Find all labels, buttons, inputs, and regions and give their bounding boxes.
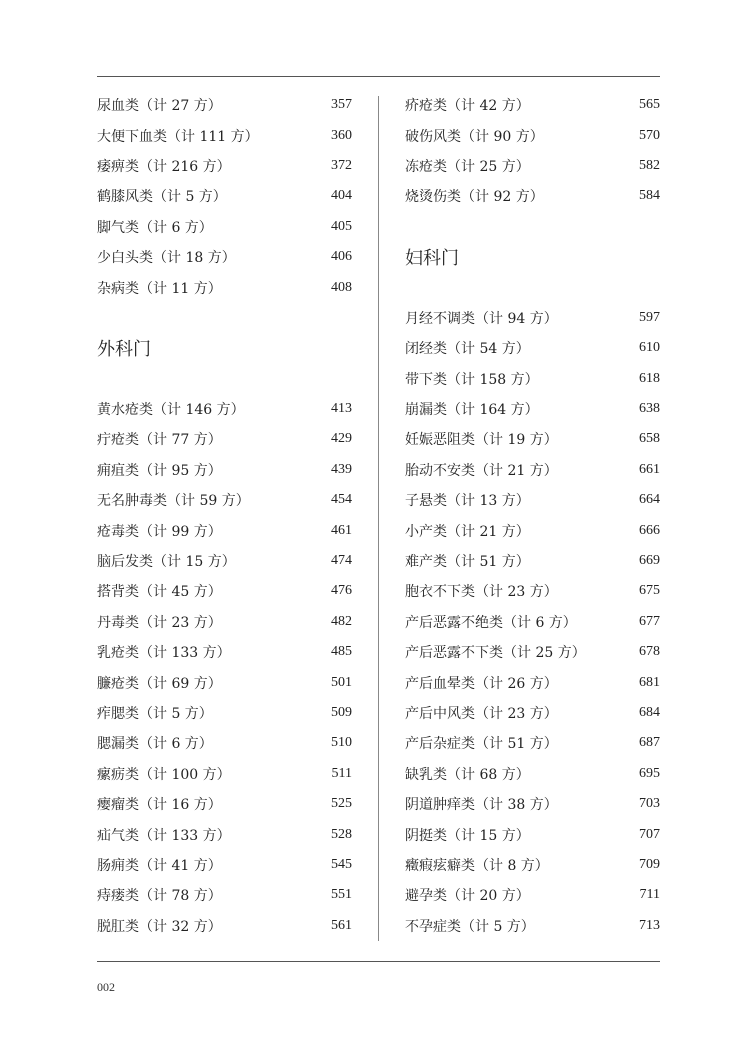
toc-entry xyxy=(405,667,660,697)
toc-entry-title: 产后中风类（计 23 方） xyxy=(405,706,558,722)
toc-entry-page: 509 xyxy=(331,705,352,720)
toc-entry-title: 腮漏类（计 6 方） xyxy=(97,736,213,753)
toc-entry-title: 产后恶露不绝类（计 6 方） xyxy=(405,614,577,631)
toc-entry-title: 搭背类（计 45 方） xyxy=(97,584,222,601)
toc-entry-page: 695 xyxy=(639,765,660,781)
toc-entry-title: 冻疮类（计 25 方） xyxy=(405,158,530,175)
toc-entry xyxy=(405,364,660,394)
toc-entry-title: 瘰疬类（计 100 方） xyxy=(97,766,231,783)
toc-entry xyxy=(405,90,660,120)
toc-entry-page: 561 xyxy=(331,917,352,933)
toc-entry-page: 677 xyxy=(639,613,660,629)
toc-entry-page: 408 xyxy=(331,279,352,295)
toc-entry-title: 带下类（计 158 方） xyxy=(405,371,539,388)
toc-entry-page: 610 xyxy=(639,340,660,356)
toc-entry-page: 474 xyxy=(331,553,352,569)
toc-entry-page: 684 xyxy=(639,705,660,720)
toc-entry-page: 703 xyxy=(639,796,660,812)
toc-entry-title: 产后恶露不下类（计 25 方） xyxy=(405,645,586,662)
toc-entry xyxy=(97,515,352,545)
toc-entry-page: 482 xyxy=(331,613,352,629)
toc-entry xyxy=(405,698,660,728)
toc-entry-title: 臁疮类（计 69 方） xyxy=(97,675,222,692)
toc-entry xyxy=(97,424,352,454)
bottom-rule xyxy=(97,961,660,962)
toc-entry xyxy=(97,485,352,515)
toc-entry-page: 404 xyxy=(331,188,352,204)
spacer xyxy=(405,272,660,302)
toc-entry-title: 疮毒类（计 99 方） xyxy=(97,523,222,540)
toc-entry-title: 小产类（计 21 方） xyxy=(405,523,530,540)
page-number: 002 xyxy=(97,980,115,994)
toc-entry xyxy=(405,850,660,880)
toc-entry-title: 瘿瘤类（计 16 方） xyxy=(97,797,222,814)
toc-entry xyxy=(405,880,660,910)
toc-entry xyxy=(405,485,660,515)
toc-entry-page: 476 xyxy=(331,583,352,599)
toc-entry xyxy=(405,181,660,211)
toc-entry-title: 杂病类（计 11 方） xyxy=(97,280,222,297)
toc-entry-page: 661 xyxy=(639,461,660,477)
toc-entry-title: 癥瘕痃癖类（计 8 方） xyxy=(405,857,549,874)
toc-entry-title: 脑后发类（计 15 方） xyxy=(97,554,236,571)
top-rule xyxy=(97,76,660,77)
toc-entry-page: 406 xyxy=(331,249,352,265)
toc-entry-title: 脱肛类（计 32 方） xyxy=(97,918,222,935)
toc-entry xyxy=(405,333,660,363)
toc-entry-title: 烧烫伤类（计 92 方） xyxy=(405,189,544,206)
toc-entry-page: 711 xyxy=(639,887,660,903)
toc-entry xyxy=(97,242,352,272)
toc-entry-page: 525 xyxy=(331,796,352,812)
toc-entry-title: 月经不调类（计 94 方） xyxy=(405,310,558,327)
spacer xyxy=(97,303,352,333)
toc-group-right-1 xyxy=(405,90,660,212)
toc-entry-title: 崩漏类（计 164 方） xyxy=(405,402,539,419)
toc-entry-page: 582 xyxy=(639,157,660,173)
section-heading-waikemen: 外科门 xyxy=(97,339,151,361)
toc-entry-page: 551 xyxy=(331,887,352,903)
toc-entry xyxy=(97,90,352,120)
toc-entry-title: 黄水疮类（计 146 方） xyxy=(97,402,245,419)
toc-entry-title: 产后杂症类（计 51 方） xyxy=(405,736,558,753)
toc-entry-title: 妊娠恶阻类（计 19 方） xyxy=(405,432,558,449)
toc-entry xyxy=(405,819,660,849)
toc-entry xyxy=(97,698,352,728)
toc-entry-page: 357 xyxy=(331,97,352,113)
toc-group-left-1 xyxy=(97,90,352,303)
toc-entry-page: 528 xyxy=(331,826,352,842)
toc-entry-page: 461 xyxy=(331,522,352,538)
toc-entry-title: 少白头类（计 18 方） xyxy=(97,250,236,267)
toc-left-column xyxy=(97,90,352,941)
toc-entry xyxy=(405,515,660,545)
toc-entry xyxy=(97,181,352,211)
toc-entry-title: 产后血晕类（计 26 方） xyxy=(405,675,558,692)
toc-entry-title: 痔瘘类（计 78 方） xyxy=(97,888,222,905)
toc-entry-page: 405 xyxy=(331,218,352,234)
toc-entry-page: 429 xyxy=(331,431,352,447)
toc-entry-page: 669 xyxy=(639,553,660,569)
toc-entry xyxy=(405,607,660,637)
toc-entry-page: 709 xyxy=(639,856,660,872)
toc-entry-page: 510 xyxy=(331,735,352,751)
toc-entry-title: 痿痹类（计 216 方） xyxy=(97,158,231,175)
toc-entry-page: 713 xyxy=(639,917,660,933)
toc-entry-title: 胎动不安类（计 21 方） xyxy=(405,462,558,479)
toc-entry xyxy=(97,759,352,789)
toc-entry-page: 485 xyxy=(331,644,352,660)
toc-entry-title: 胞衣不下类（计 23 方） xyxy=(405,584,558,601)
toc-entry-title: 子悬类（计 13 方） xyxy=(405,493,530,510)
toc-entry xyxy=(97,789,352,819)
toc-entry xyxy=(405,394,660,424)
toc-entry-page: 658 xyxy=(639,431,660,447)
toc-entry xyxy=(97,212,352,242)
toc-entry-page: 678 xyxy=(639,644,660,660)
toc-entry xyxy=(405,576,660,606)
toc-entry xyxy=(97,546,352,576)
toc-entry-title: 缺乳类（计 68 方） xyxy=(405,766,530,783)
toc-entry-page: 372 xyxy=(331,157,352,173)
toc-entry-title: 肠痈类（计 41 方） xyxy=(97,857,222,874)
toc-entry xyxy=(97,394,352,424)
toc-entry xyxy=(405,424,660,454)
toc-entry xyxy=(405,120,660,150)
toc-entry xyxy=(97,850,352,880)
toc-entry xyxy=(405,546,660,576)
toc-entry-title: 破伤风类（计 90 方） xyxy=(405,128,544,145)
toc-entry xyxy=(405,911,660,941)
toc-entry-page: 454 xyxy=(331,492,352,508)
toc-entry-title: 乳疮类（计 133 方） xyxy=(97,645,231,662)
toc-entry-page: 687 xyxy=(639,735,660,751)
toc-entry xyxy=(97,911,352,941)
toc-entry xyxy=(405,789,660,819)
column-divider xyxy=(378,96,379,941)
toc-entry xyxy=(97,151,352,181)
toc-entry-title: 痄腮类（计 5 方） xyxy=(97,706,213,722)
toc-entry xyxy=(405,637,660,667)
toc-right-column xyxy=(405,90,660,941)
toc-entry xyxy=(97,272,352,302)
toc-entry xyxy=(405,151,660,181)
toc-entry-page: 545 xyxy=(331,856,352,872)
toc-entry-title: 疝气类（计 133 方） xyxy=(97,827,231,844)
toc-entry xyxy=(97,120,352,150)
toc-entry-title: 痈疽类（计 95 方） xyxy=(97,462,222,479)
toc-entry-title: 阴道肿痒类（计 38 方） xyxy=(405,797,558,814)
toc-entry-page: 584 xyxy=(639,188,660,204)
toc-entry xyxy=(97,576,352,606)
spacer xyxy=(97,364,352,394)
toc-entry-page: 675 xyxy=(639,583,660,599)
toc-entry-page: 439 xyxy=(331,461,352,477)
toc-entry-title: 丹毒类（计 23 方） xyxy=(97,614,222,631)
toc-entry-title: 难产类（计 51 方） xyxy=(405,554,530,571)
toc-group-left-2 xyxy=(97,394,352,941)
toc-entry xyxy=(97,728,352,758)
toc-entry-title: 脚气类（计 6 方） xyxy=(97,219,213,236)
toc-entry xyxy=(97,455,352,485)
toc-entry-page: 565 xyxy=(639,97,660,113)
toc-entry-title: 阴挺类（计 15 方） xyxy=(405,827,530,844)
toc-entry xyxy=(97,819,352,849)
toc-entry-page: 707 xyxy=(639,826,660,842)
toc-entry-title: 大便下血类（计 111 方） xyxy=(97,128,259,145)
toc-entry-page: 664 xyxy=(639,492,660,508)
toc-entry xyxy=(405,303,660,333)
toc-entry-page: 681 xyxy=(639,674,660,690)
toc-entry-title: 避孕类（计 20 方） xyxy=(405,888,530,905)
toc-group-right-2 xyxy=(405,303,660,941)
toc-entry xyxy=(405,728,660,758)
section-heading-fukemen: 妇科门 xyxy=(405,248,459,270)
toc-entry xyxy=(405,455,660,485)
toc-entry-page: 360 xyxy=(331,127,352,143)
toc-entry-title: 闭经类（计 54 方） xyxy=(405,341,530,358)
toc-entry-title: 疥疮类（计 42 方） xyxy=(405,98,530,115)
spacer xyxy=(405,212,660,242)
toc-entry-page: 597 xyxy=(639,309,660,325)
toc-entry-title: 不孕症类（计 5 方） xyxy=(405,918,535,935)
toc-entry xyxy=(97,637,352,667)
toc-entry xyxy=(405,759,660,789)
toc-entry-page: 413 xyxy=(331,401,352,417)
toc-entry-page: 638 xyxy=(639,401,660,417)
toc-entry-title: 无名肿毒类（计 59 方） xyxy=(97,493,250,510)
toc-entry-page: 511 xyxy=(331,765,352,781)
toc-entry-title: 疔疮类（计 77 方） xyxy=(97,432,222,449)
toc-entry-title: 尿血类（计 27 方） xyxy=(97,98,222,115)
toc-entry xyxy=(97,667,352,697)
toc-entry-title: 鹤膝风类（计 5 方） xyxy=(97,189,227,206)
toc-entry-page: 570 xyxy=(639,127,660,143)
toc-entry xyxy=(97,880,352,910)
toc-entry xyxy=(97,607,352,637)
toc-entry-page: 501 xyxy=(331,674,352,690)
toc-entry-page: 618 xyxy=(639,370,660,386)
toc-entry-page: 666 xyxy=(639,522,660,538)
